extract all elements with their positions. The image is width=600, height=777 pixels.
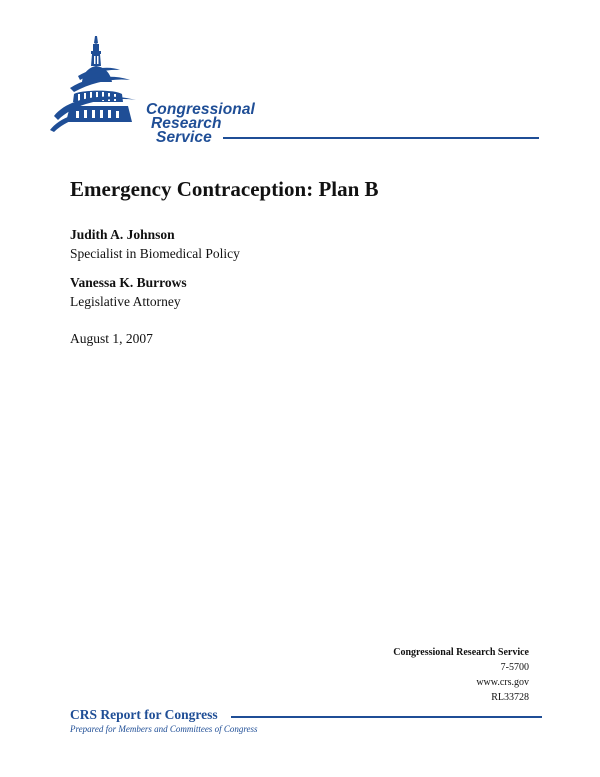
author-role: Specialist in Biomedical Policy [70, 246, 240, 261]
info-organization: Congressional Research Service [393, 647, 529, 658]
author-role: Legislative Attorney [70, 294, 181, 309]
logo-divider [223, 137, 539, 139]
capitol-dome-icon [48, 32, 158, 147]
author-name: Judith A. Johnson [70, 227, 175, 242]
report-date: August 1, 2007 [70, 331, 153, 346]
logo-text-congressional: Congressional [146, 101, 255, 118]
info-report-number: RL33728 [491, 692, 529, 703]
crs-logo [48, 32, 548, 152]
footer-subtitle: Prepared for Members and Committees of Congress [70, 724, 258, 734]
info-website-link[interactable]: www.crs.gov [476, 677, 529, 688]
author-name: Vanessa K. Burrows [70, 275, 187, 290]
logo-text-research: Research [151, 115, 222, 132]
logo-text-service: Service [156, 129, 212, 146]
info-phone: 7-5700 [500, 662, 529, 673]
document-title: Emergency Contraception: Plan B [70, 177, 379, 201]
report-info-block [393, 645, 529, 705]
footer-title: CRS Report for Congress [70, 707, 218, 722]
footer-divider [231, 716, 542, 718]
